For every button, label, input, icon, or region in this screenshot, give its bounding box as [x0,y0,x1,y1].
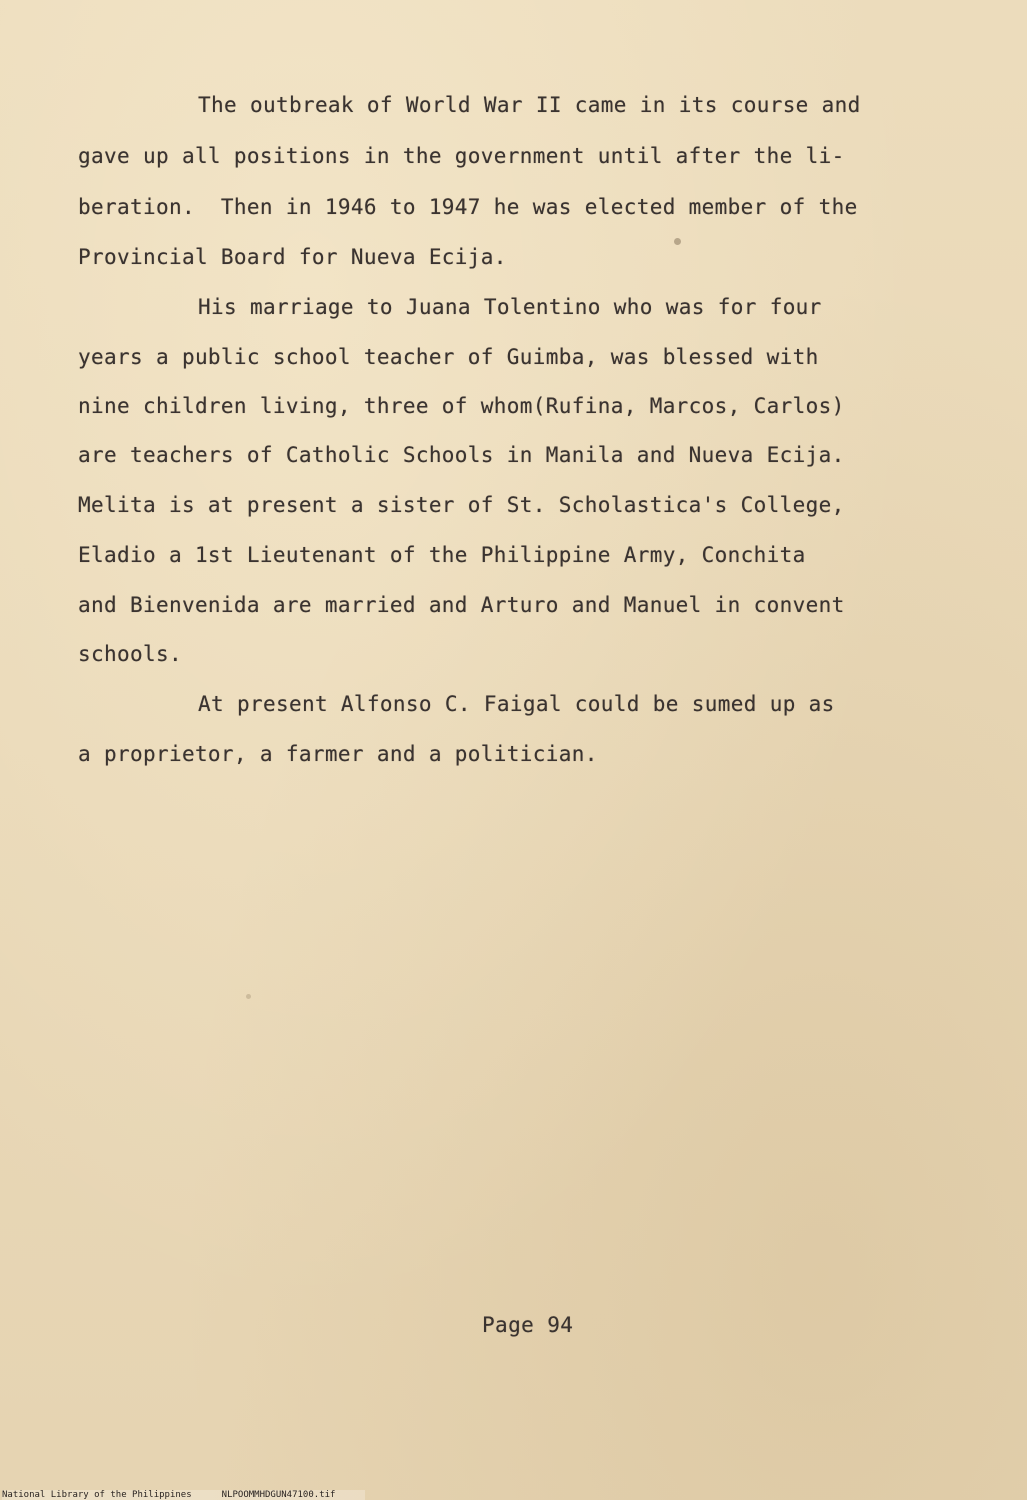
text-line: Melita is at present a sister of St. Scholastica's College, [78,493,845,517]
scan-footer [2,1490,365,1500]
text-line: At present Alfonso C. Faigal could be sumed up as [198,692,835,716]
text-line: The outbreak of World War II came in its course and [198,93,861,117]
text-line: Eladio a 1st Lieutenant of the Philippine Army, Conchita [78,543,806,567]
text-line: schools. [78,642,182,666]
text-line: and Bienvenida are married and Arturo and Manuel in convent [78,593,845,617]
footer-filename: NLPOOMMHDGUN47100.tif [221,1490,336,1500]
text-line: His marriage to Juana Tolentino who was for four [198,295,822,319]
ink-spot [674,238,681,245]
text-line: are teachers of Catholic Schools in Manila and Nueva Ecija. [78,443,845,467]
text-line: beration. Then in 1946 to 1947 he was elected member of the [78,195,858,219]
text-line: a proprietor, a farmer and a politician. [78,742,598,766]
text-line: years a public school teacher of Guimba, was blessed with [78,345,819,369]
ink-spot [246,994,251,999]
text-line: nine children living, three of whom(Rufina, Marcos, Carlos) [78,394,845,418]
footer-library: National Library of the Philippines [2,1490,192,1500]
page-number: Page 94 [482,1313,574,1337]
text-line: gave up all positions in the government until after the li- [78,144,845,168]
text-line: Provincial Board for Nueva Ecija. [78,245,507,269]
